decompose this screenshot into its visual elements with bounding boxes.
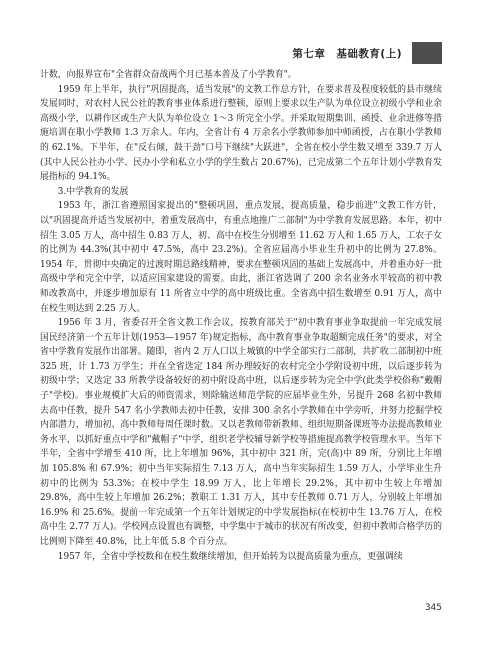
running-header — [292, 42, 442, 64]
page-number: 345 — [424, 603, 442, 613]
paragraph-continuation: 计数，向报界宣布"全省群众奋战两个月已基本普及了小学教育"。 — [40, 70, 297, 80]
paragraph-1956: 1956 年 3 月，省委召开全省文教工作会议，按教育部关于"初中教育事业争取提前一年完成发展国民经济第一个五年计划(1953—1957 年)规定指标，高中教育事业争取超额完成任务"的要求，对全省中学教育发展作出部署。随即，省内 2 万人口以上城镇的中学全部实行二部制，共扩收二部制初中班 325 班，计 1.73 万学生；并在全省选定 184 所办理较好的农村完全小学附设初中班，以后逐步转为初级中学；又选定 33 所教学设备较好的初中附设高中班，以后逐步转为完全中学(此类学校俗称"戴帽子"学校)。事业规模扩大后的师资需求，则除输送师范学院的应届毕业生外，另提升 268 名初中教师去高中任教，提升 547 名小学教师去初中任教，安排 300 余名小学教师在中学旁听，并努力挖掘学校内部潜力，增加初、高中教师每周任课时数。又以老教师带新教师、组织短期备课班等办法提高教师业务水平，以抓好重点中学和"戴帽子"中学，组织老学校辅导新学校等措施提高教学校管理水平。当年下半年，全省中学增至 410 所，比上年增加 96%，其中初中 321 所，完(高)中 89 所，分别比上年增加 105.8% 和 67.9%；初中当年实际招生 7.13 万人，高中当年实际招生 1.59 万人，小学毕业生升初中的比例为 53.3%；在校中学生 18.99 万人，比上年增长 29.2%，其中初中生较上年增加 29.8%，高中生较上年增加 26.2%；教职工 1.31 万人，其中专任教师 0.71 万人，分别较上年增加 16.9% 和 25.6%。提前一年完成第一个五年计划规定的中学发展指标(在校初中生 13.76 万人，在校高中生 2.77 万人)。学校网点设置也有调整，中学集中于城市的状况有所改变，但初中教师合格学历的比例则下降至 40.8%，比上年低 5.8 个百分点。 — [40, 318, 442, 547]
section-heading: 3.中学教育的发展 — [57, 186, 129, 197]
paragraph-1959: 1959 年上半年，执行"巩固提高，适当发展"的文教工作总方针，在要求普及程度较低的县市继续发展同时，对农村人民公社的教育事业体系进行整顿，原则上要求以生产队为单位设立初级小学和业余高级小学，以耕作区或生产大队为单位设立 1～3 所完全小学。并采取短期集训、函授、业余进修等措施培训在职小学教师 1.3 万余人。年内，全省计有 4 万余名小学教师参加中师函授，占在职小学教师的 62.1%。下半年，在"反右倾，鼓干劲"口号下继续"大跃进"，全省在校小学生数又增至 339.7 万人(其中人民公社办小学、民办小学和私立小学的学生数占 20.67%)，已完成第二个五年计划小学教育发展指标的 94.1%。 — [40, 84, 442, 183]
body-text — [40, 68, 442, 564]
paragraph-1953: 1953 年，浙江省遵照国家提出的"整顿巩固，重点发展，提高质量，稳步前进"文教工作方针，以"巩固提高并适当发展初中，着重发展高中，有重点地推广二部制"为中学教育发展思路。本年，初中招生 3.05 万人，高中招生 0.83 万人，初、高中在校生分别增至 11.62 万人和 1.65 万人，工农子女的比例为 44.3%(其中初中 47.5%，高中 23.2%)。全省应届高小毕业生升初中的比例为 27.8%。1954 年，贯彻中央确定的过渡时期总路线精神，要求在整顿巩固的基础上发展高中，并着重办好一批高级中学和完全中学，以适应国家建设的需要。由此，浙江省选调了 200 余名业务水平较高的初中教师改教高中，并逐步增加原有 11 所省立中学的高中班级比重。全省高中招生数增至 0.91 万人，高中在校生则达到 2.25 万人。 — [40, 201, 442, 314]
header-tab-marker — [412, 42, 442, 64]
chapter-title: 第七章 基础教育(上) — [292, 47, 402, 60]
paragraph-1957: 1957 年，全省中学校数和在校生数继续增加，但开始转为以提高质量为重点，更强调续 — [57, 551, 403, 562]
